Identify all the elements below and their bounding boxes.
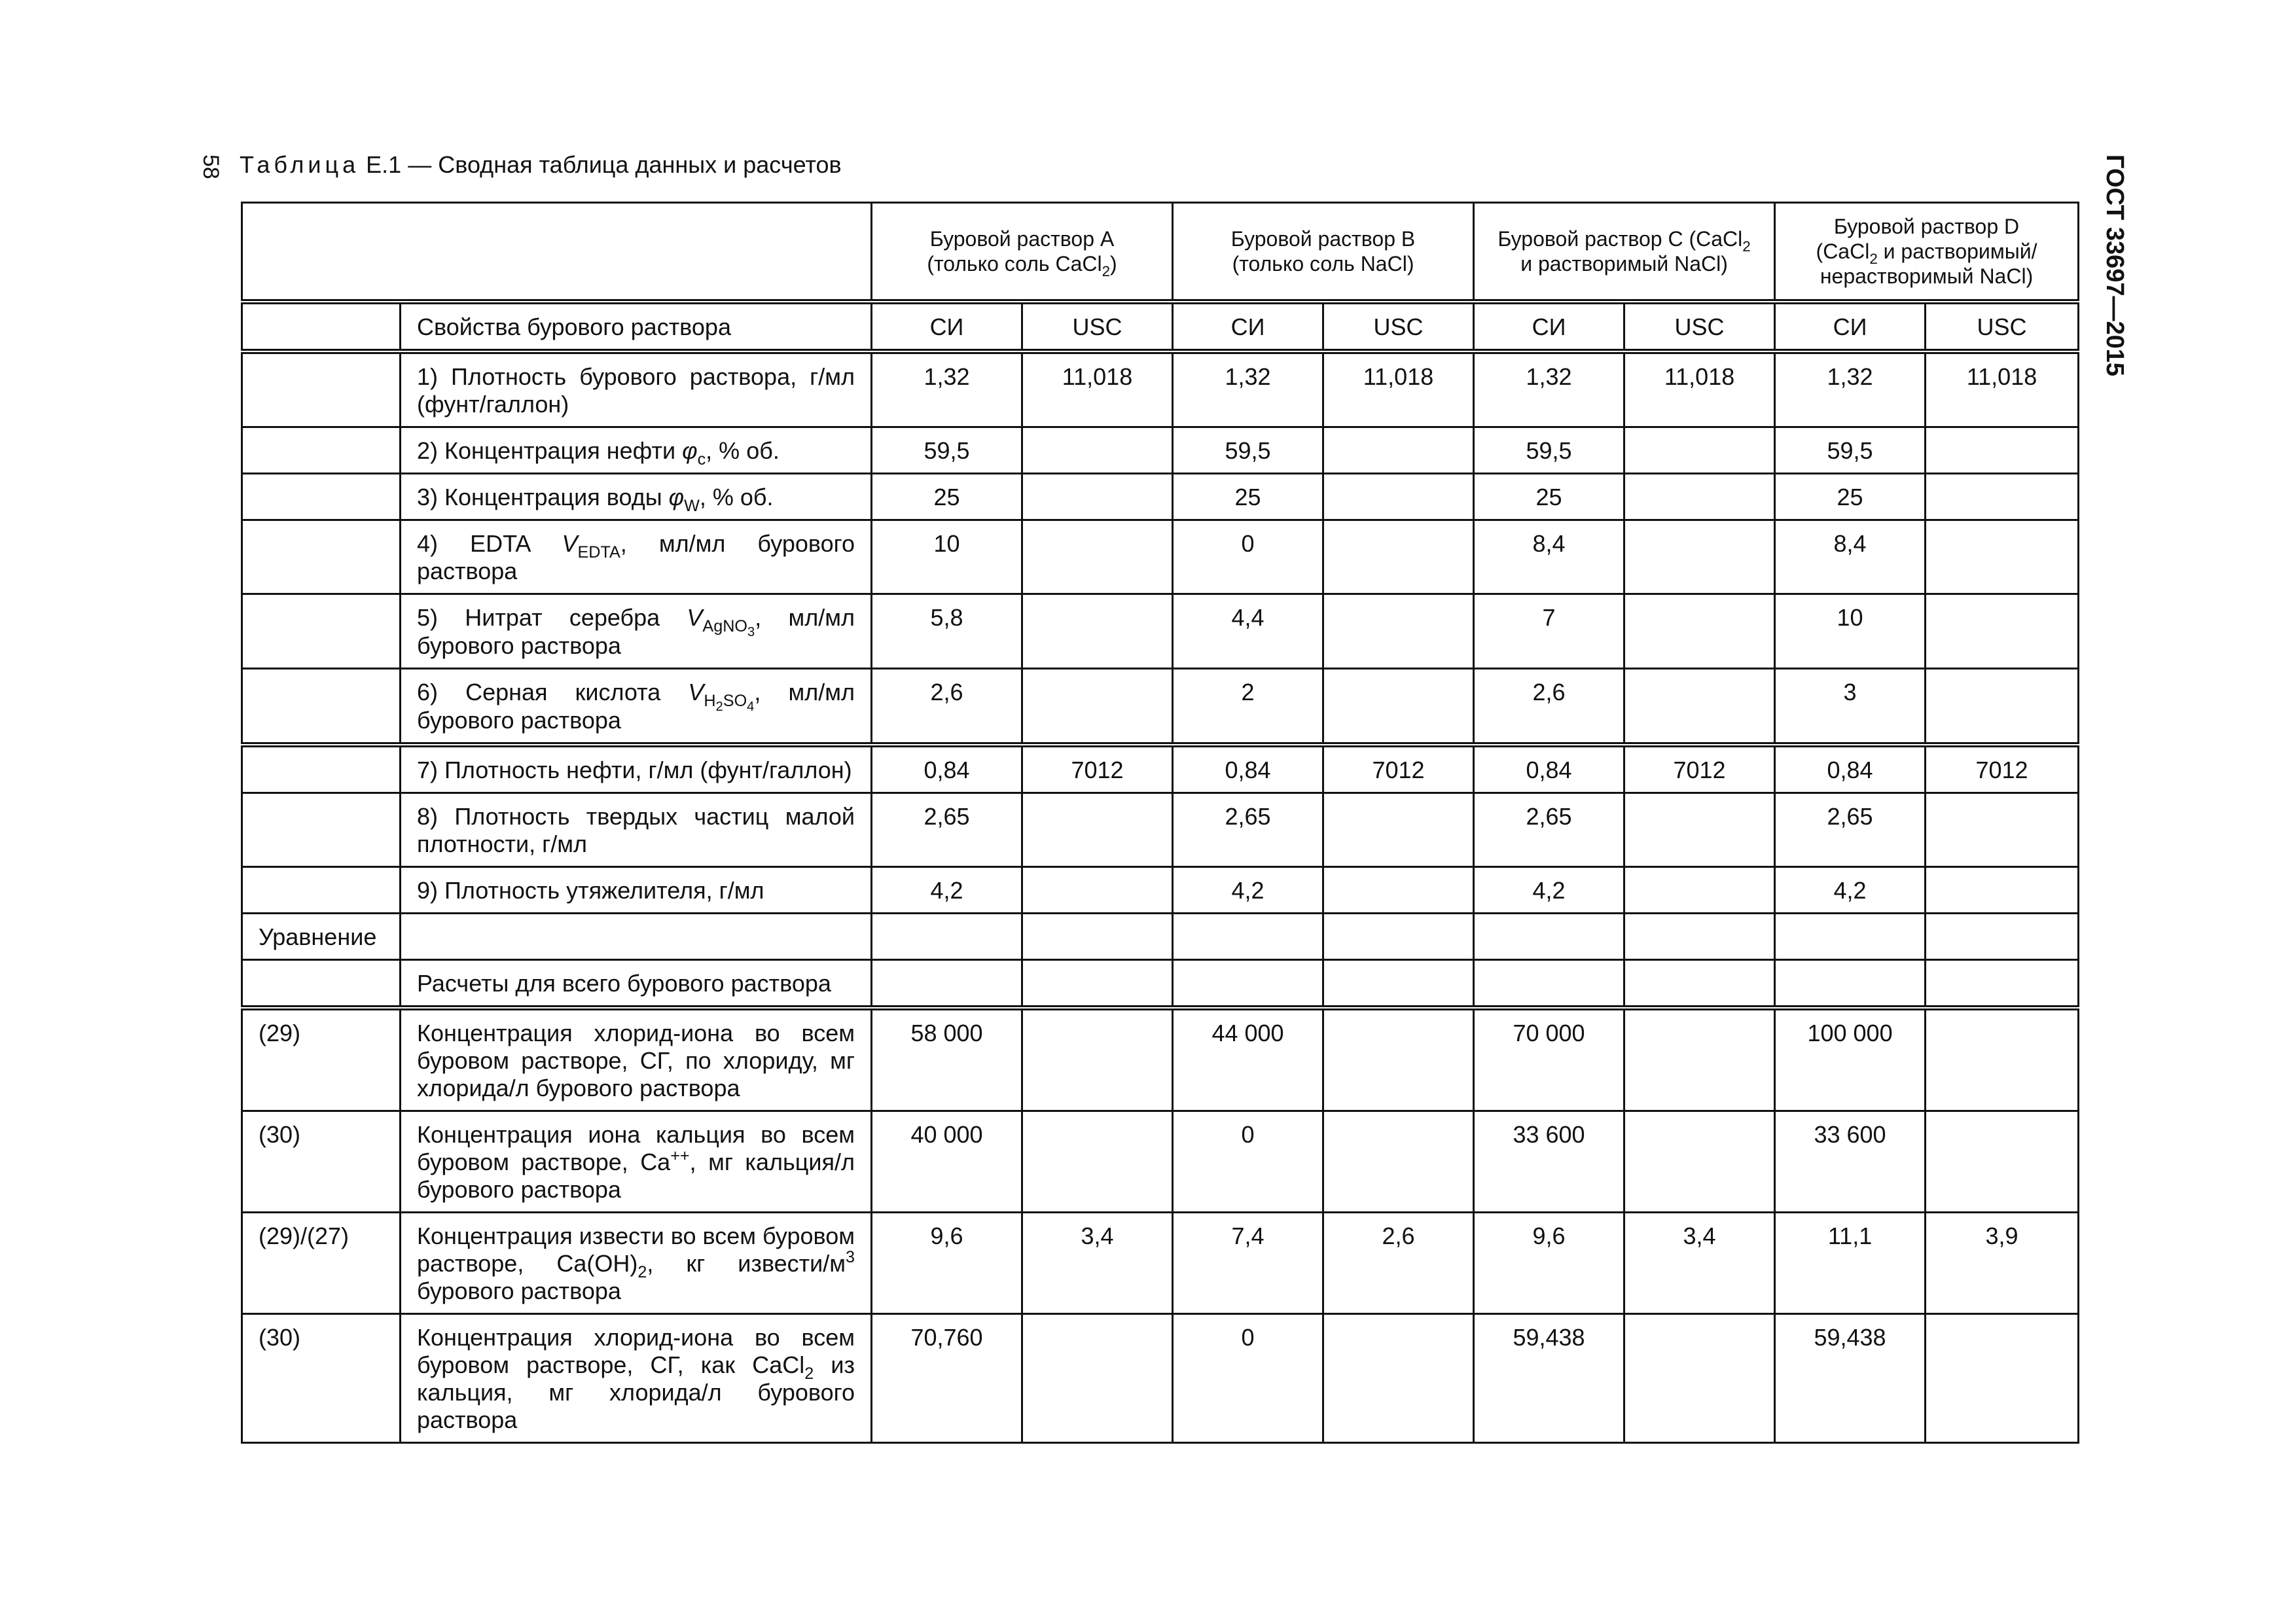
property-cell: Концентрация иона кальция во всем буровом растворе, Ca++, мг кальция/л бурового раствора — [401, 1111, 872, 1212]
equation-cell: (30) — [242, 1313, 401, 1442]
value-cell — [1323, 520, 1474, 594]
value-cell: 11,018 — [1022, 351, 1173, 427]
value-cell — [1323, 668, 1474, 744]
value-cell: 5,8 — [872, 594, 1022, 669]
value-cell: 4,2 — [1173, 866, 1323, 913]
property-cell: 4) EDTA $V_{EDTA}$, мл/мл бурового раствора — [401, 520, 872, 594]
value-cell — [1624, 1111, 1775, 1212]
value-cell: 2,6 — [1323, 1212, 1474, 1313]
value-cell: 11,018 — [1624, 351, 1775, 427]
value-cell: 33 600 — [1775, 1111, 1926, 1212]
value-cell — [1474, 959, 1624, 1008]
value-cell: 0,84 — [872, 745, 1022, 793]
unit-cell: СИ — [872, 302, 1022, 351]
value-cell: 3,4 — [1624, 1212, 1775, 1313]
unit-cell: USC — [1022, 302, 1173, 351]
value-cell — [1323, 959, 1474, 1008]
value-cell: 25 — [872, 474, 1022, 520]
page-number: 58 — [198, 154, 223, 179]
property-cell: Расчеты для всего бурового раствора — [401, 959, 872, 1008]
value-cell: 2,6 — [1474, 668, 1624, 744]
value-cell: 4,2 — [1474, 866, 1624, 913]
value-cell — [1022, 866, 1173, 913]
value-cell: 0 — [1173, 1313, 1323, 1442]
value-cell — [1022, 913, 1173, 959]
value-cell — [1022, 1008, 1173, 1111]
value-cell: 7012 — [1323, 745, 1474, 793]
equation-cell — [242, 594, 401, 669]
equation-cell — [242, 351, 401, 427]
value-cell: 4,2 — [872, 866, 1022, 913]
value-cell: 8,4 — [1474, 520, 1624, 594]
header-blank-cell — [242, 203, 872, 302]
value-cell: 25 — [1173, 474, 1323, 520]
table-row — [242, 1212, 2079, 1313]
value-cell — [872, 913, 1022, 959]
unit-cell: СИ — [1775, 302, 1926, 351]
value-cell — [1775, 959, 1926, 1008]
summary-table — [241, 202, 2079, 1444]
value-cell — [1323, 866, 1474, 913]
value-cell — [1624, 793, 1775, 866]
value-cell — [1926, 959, 2079, 1008]
value-cell — [1323, 427, 1474, 474]
value-cell — [1022, 427, 1173, 474]
value-cell — [872, 959, 1022, 1008]
value-cell: 2,65 — [872, 793, 1022, 866]
value-cell: 2,6 — [872, 668, 1022, 744]
value-cell: 11,1 — [1775, 1212, 1926, 1313]
value-cell — [1775, 913, 1926, 959]
unit-cell: USC — [1323, 302, 1474, 351]
value-cell: 59,5 — [1775, 427, 1926, 474]
value-cell — [1624, 594, 1775, 669]
equation-cell: Уравнение — [242, 913, 401, 959]
equation-cell — [242, 745, 401, 793]
value-cell: 44 000 — [1173, 1008, 1323, 1111]
property-cell: 7) Плотность нефти, г/мл (фунт/галлон) — [401, 745, 872, 793]
value-cell: 2 — [1173, 668, 1323, 744]
value-cell: 4,4 — [1173, 594, 1323, 669]
property-cell: Концентрация хлорид-иона во всем буровом растворе, СГ, по хлориду, мг хлорида/л бурового раствора — [401, 1008, 872, 1111]
fluid-c-header: Буровой раствор С (CaCl$_2$ и растворимый NaCl) — [1474, 203, 1775, 302]
value-cell — [1624, 959, 1775, 1008]
value-cell: 7 — [1474, 594, 1624, 669]
value-cell: 59,438 — [1775, 1313, 1926, 1442]
value-cell: 9,6 — [1474, 1212, 1624, 1313]
value-cell: 11,018 — [1926, 351, 2079, 427]
value-cell — [1022, 793, 1173, 866]
table-row — [242, 1313, 2079, 1442]
caption-label: Таблица — [240, 151, 360, 178]
value-cell: 8,4 — [1775, 520, 1926, 594]
value-cell: 2,65 — [1775, 793, 1926, 866]
value-cell — [1323, 1111, 1474, 1212]
value-cell — [1323, 793, 1474, 866]
value-cell: 1,32 — [872, 351, 1022, 427]
value-cell — [1624, 866, 1775, 913]
unit-cell: USC — [1926, 302, 2079, 351]
value-cell: 2,65 — [1173, 793, 1323, 866]
caption-title: Сводная таблица данных и расчетов — [438, 151, 842, 178]
value-cell: 25 — [1474, 474, 1624, 520]
fluid-b-header: Буровой раствор В (только соль NaCl) — [1173, 203, 1474, 302]
table-row — [242, 594, 2079, 669]
fluid-d-header: Буровой раствор D (CaCl$_2$ и растворимый/ нерастворимый NaCl) — [1775, 203, 2079, 302]
units-header-row — [242, 302, 2079, 351]
unit-cell: USC — [1624, 302, 1775, 351]
value-cell — [1624, 668, 1775, 744]
value-cell: 4,2 — [1775, 866, 1926, 913]
equation-cell — [242, 668, 401, 744]
property-cell: 5) Нитрат серебра $V_{AgNO_3}$, мл/мл бурового раствора — [401, 594, 872, 669]
value-cell — [1624, 520, 1775, 594]
value-cell: 2,65 — [1474, 793, 1624, 866]
value-cell: 7012 — [1926, 745, 2079, 793]
value-cell — [1323, 913, 1474, 959]
table-row — [242, 351, 2079, 427]
value-cell: 0 — [1173, 520, 1323, 594]
value-cell: 3,9 — [1926, 1212, 2079, 1313]
value-cell: 0,84 — [1775, 745, 1926, 793]
value-cell: 0 — [1173, 1111, 1323, 1212]
value-cell — [1926, 594, 2079, 669]
property-cell: 8) Плотность твердых частиц малой плотности, г/мл — [401, 793, 872, 866]
value-cell — [1022, 1111, 1173, 1212]
value-cell: 1,32 — [1775, 351, 1926, 427]
fluid-header-row — [242, 203, 2079, 302]
value-cell: 0,84 — [1474, 745, 1624, 793]
value-cell — [1926, 866, 2079, 913]
table-row — [242, 427, 2079, 474]
value-cell: 59,5 — [1173, 427, 1323, 474]
unit-cell: СИ — [1474, 302, 1624, 351]
table-row — [242, 959, 2079, 1008]
value-cell: 9,6 — [872, 1212, 1022, 1313]
value-cell — [1022, 520, 1173, 594]
document-code: ГОСТ 33697—2015 — [2101, 154, 2128, 377]
value-cell — [1926, 427, 2079, 474]
value-cell: 58 000 — [872, 1008, 1022, 1111]
property-cell: 3) Концентрация воды $\varphi_W$, % об. — [401, 474, 872, 520]
equation-cell — [242, 474, 401, 520]
value-cell — [1624, 474, 1775, 520]
value-cell: 70,760 — [872, 1313, 1022, 1442]
equation-cell — [242, 793, 401, 866]
equation-cell — [242, 959, 401, 1008]
value-cell: 0,84 — [1173, 745, 1323, 793]
table-row — [242, 745, 2079, 793]
value-cell: 1,32 — [1173, 351, 1323, 427]
property-cell: 1) Плотность бурового раствора, г/мл (фунт/галлон) — [401, 351, 872, 427]
properties-label: Свойства бурового раствора — [401, 302, 872, 351]
property-cell: 2) Концентрация нефти $\varphi_c$, % об. — [401, 427, 872, 474]
value-cell — [1022, 594, 1173, 669]
value-cell — [1323, 474, 1474, 520]
value-cell — [1624, 1008, 1775, 1111]
value-cell — [1474, 913, 1624, 959]
value-cell — [1926, 1111, 2079, 1212]
property-cell: Концентрация хлорид-иона во всем буровом растворе, СГ, как CaCl$_2$ из кальция, мг хлорида/л бурового раствора — [401, 1313, 872, 1442]
value-cell: 59,5 — [872, 427, 1022, 474]
value-cell: 10 — [1775, 594, 1926, 669]
table-row — [242, 668, 2079, 744]
value-cell — [1323, 1008, 1474, 1111]
value-cell: 1,32 — [1474, 351, 1624, 427]
unit-cell: СИ — [1173, 302, 1323, 351]
value-cell: 7,4 — [1173, 1212, 1323, 1313]
value-cell: 3 — [1775, 668, 1926, 744]
value-cell: 100 000 — [1775, 1008, 1926, 1111]
value-cell — [1926, 520, 2079, 594]
value-cell — [1323, 594, 1474, 669]
value-cell — [1624, 427, 1775, 474]
property-cell: 6) Серная кислота $V_{H_2SO_4}$, мл/мл бурового раствора — [401, 668, 872, 744]
units-blank-cell — [242, 302, 401, 351]
equation-cell: (30) — [242, 1111, 401, 1212]
value-cell — [1173, 913, 1323, 959]
value-cell — [1926, 474, 2079, 520]
value-cell: 25 — [1775, 474, 1926, 520]
value-cell — [1926, 913, 2079, 959]
value-cell — [1022, 474, 1173, 520]
table-row — [242, 520, 2079, 594]
equation-cell — [242, 520, 401, 594]
value-cell — [1173, 959, 1323, 1008]
value-cell — [1624, 1313, 1775, 1442]
value-cell: 70 000 — [1474, 1008, 1624, 1111]
table-row — [242, 1111, 2079, 1212]
value-cell — [1323, 1313, 1474, 1442]
property-cell: Концентрация извести во всем буровом растворе, $Ca(OH)_2$, кг извести/$м^3$ бурового раствора — [401, 1212, 872, 1313]
equation-cell — [242, 427, 401, 474]
value-cell: 10 — [872, 520, 1022, 594]
equation-cell: (29) — [242, 1008, 401, 1111]
property-cell — [401, 913, 872, 959]
fluid-a-header: Буровой раствор А (только соль CaCl$_2$) — [872, 203, 1173, 302]
value-cell — [1022, 959, 1173, 1008]
value-cell — [1022, 668, 1173, 744]
equation-cell — [242, 866, 401, 913]
value-cell — [1926, 668, 2079, 744]
value-cell: 3,4 — [1022, 1212, 1173, 1313]
table-row — [242, 1008, 2079, 1111]
value-cell: 59,5 — [1474, 427, 1624, 474]
table-row — [242, 913, 2079, 959]
value-cell: 59,438 — [1474, 1313, 1624, 1442]
property-cell: 9) Плотность утяжелителя, г/мл — [401, 866, 872, 913]
value-cell: 33 600 — [1474, 1111, 1624, 1212]
value-cell — [1926, 1008, 2079, 1111]
table-caption — [240, 151, 842, 179]
equation-cell: (29)/(27) — [242, 1212, 401, 1313]
value-cell — [1624, 913, 1775, 959]
value-cell: 40 000 — [872, 1111, 1022, 1212]
table-row — [242, 793, 2079, 866]
value-cell — [1022, 1313, 1173, 1442]
caption-dash: — — [401, 151, 439, 178]
value-cell: 11,018 — [1323, 351, 1474, 427]
table-row — [242, 474, 2079, 520]
value-cell: 7012 — [1624, 745, 1775, 793]
table-row — [242, 866, 2079, 913]
value-cell: 7012 — [1022, 745, 1173, 793]
value-cell — [1926, 1313, 2079, 1442]
value-cell — [1926, 793, 2079, 866]
caption-number: Е.1 — [366, 151, 402, 178]
